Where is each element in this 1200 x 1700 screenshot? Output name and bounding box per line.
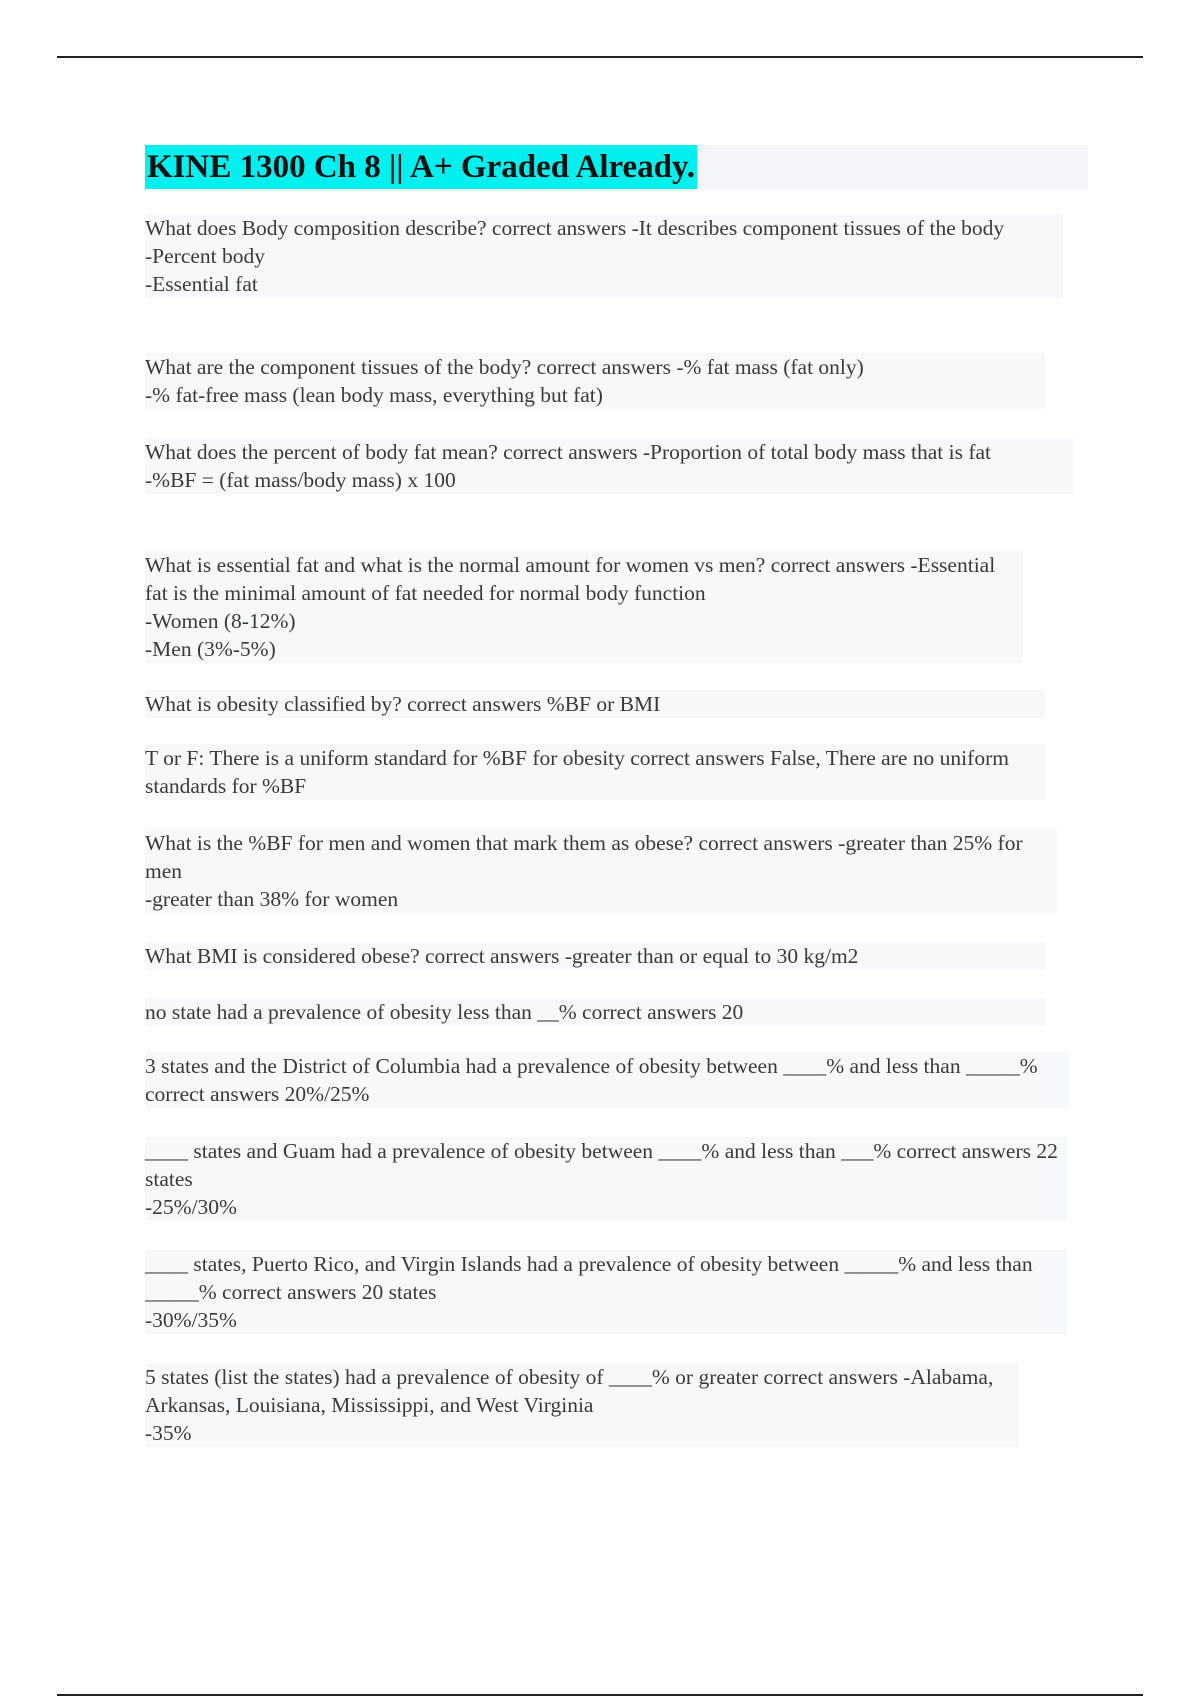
qa-item-5: What is obesity classified by? correct answers %BF or BMI bbox=[145, 690, 1045, 718]
qa-item-3: What does the percent of body fat mean? correct answers -Proportion of total body mass that is fat -%BF = (fat mass/body mass) x 100 bbox=[145, 438, 1073, 494]
qa-item-10: 3 states and the District of Columbia had a prevalence of obesity between ____% and less than _____% correct answers 20%/25% bbox=[145, 1052, 1070, 1108]
qa-item-12: ____ states, Puerto Rico, and Virgin Islands had a prevalence of obesity between _____% and less than _____% correct answers 20 states -30%/35% bbox=[145, 1250, 1067, 1334]
qa-item-9: no state had a prevalence of obesity less than __% correct answers 20 bbox=[145, 998, 1045, 1026]
header-rule bbox=[57, 56, 1143, 58]
footer-rule bbox=[57, 1694, 1143, 1696]
title-band bbox=[145, 145, 1088, 189]
qa-item-1: What does Body composition describe? correct answers -It describes component tissues of the body -Percent body -Essential fat bbox=[145, 214, 1063, 298]
qa-item-2: What are the component tissues of the body? correct answers -% fat mass (fat only) -% fat-free mass (lean body mass, everything but fat) bbox=[145, 353, 1045, 409]
qa-item-7: What is the %BF for men and women that mark them as obese? correct answers -greater than 25% for men -greater than 38% for women bbox=[145, 829, 1057, 913]
qa-item-13: 5 states (list the states) had a prevalence of obesity of ____% or greater correct answers -Alabama, Arkansas, Louisiana, Mississippi, and West Virginia -35% bbox=[145, 1363, 1018, 1447]
document-title: KINE 1300 Ch 8 || A+ Graded Already. bbox=[145, 145, 697, 189]
qa-item-11: ____ states and Guam had a prevalence of obesity between ____% and less than ___% correct answers 22 states -25%/30% bbox=[145, 1137, 1067, 1221]
qa-item-4: What is essential fat and what is the normal amount for women vs men? correct answers -Essential fat is the minimal amount of fat needed for normal body function -Women (8-12%) -Men (3%-5%) bbox=[145, 551, 1023, 663]
qa-item-8: What BMI is considered obese? correct answers -greater than or equal to 30 kg/m2 bbox=[145, 942, 1045, 970]
qa-item-6: T or F: There is a uniform standard for %BF for obesity correct answers False, There are no uniform standards for %BF bbox=[145, 744, 1045, 800]
